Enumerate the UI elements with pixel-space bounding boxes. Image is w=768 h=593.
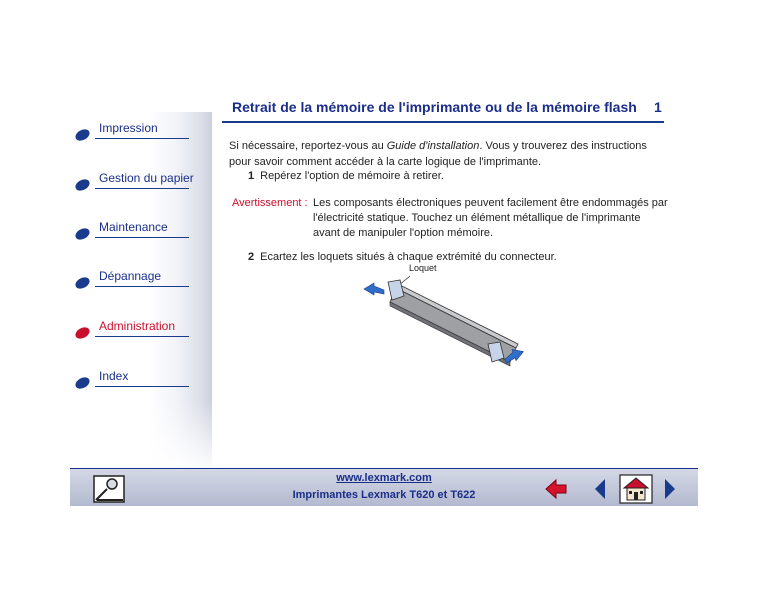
sidebar-item-label: Index: [99, 369, 129, 383]
bullet-icon: [74, 177, 92, 193]
back-arrow-icon[interactable]: [544, 477, 570, 501]
divider: [95, 386, 189, 387]
warning-text: Les composants électroniques peuvent facilement être endommagés par l'électricité statique. Touchez un élément métallique de l'imprimante avant de manipuler l'option mémoire.: [313, 197, 668, 239]
divider: [95, 336, 189, 337]
intro-paragraph: [229, 138, 669, 170]
intro-text-before: Si nécessaire, reportez-vous au: [229, 140, 387, 152]
divider: [95, 138, 189, 139]
step-2: [248, 249, 557, 265]
sidebar-item-label: Impression: [99, 121, 158, 135]
step-number: 1: [248, 170, 255, 182]
intro-text-after: . Vous y trouverez des instructions pour savoir comment accéder à la carte logique de l'imprimante.: [229, 140, 647, 168]
step-number: 2: [248, 251, 255, 263]
sidebar-item-label: Dépannage: [99, 269, 162, 283]
step-1: [248, 168, 444, 184]
figure-callout: Loquet: [409, 263, 437, 273]
step-text: Ecartez les loquets situés à chaque extrémité du connecteur.: [260, 251, 557, 263]
sidebar-item-impression[interactable]: [75, 121, 189, 143]
title-divider: [222, 121, 664, 123]
product-name: Imprimantes Lexmark T620 et T622: [292, 489, 476, 501]
sidebar-item-administration[interactable]: [75, 319, 189, 341]
divider: [95, 286, 189, 287]
lexmark-link[interactable]: www.lexmark.com: [336, 472, 432, 484]
next-page-icon[interactable]: [662, 477, 678, 501]
bullet-icon: [74, 226, 92, 242]
sidebar-item-index[interactable]: [75, 369, 189, 391]
bullet-icon: [74, 127, 92, 143]
page-number: 1: [654, 99, 662, 115]
divider: [95, 237, 189, 238]
memory-module-illustration: [360, 272, 530, 384]
sidebar-background: [70, 112, 212, 472]
bullet-icon: [74, 375, 92, 391]
sidebar-item-maintenance[interactable]: [75, 220, 189, 242]
sidebar-item-label: Maintenance: [99, 220, 168, 234]
sidebar-item-depannage[interactable]: [75, 269, 189, 291]
sidebar-item-label: Gestion du papier: [99, 171, 194, 185]
search-icon[interactable]: [93, 475, 127, 503]
warning-label: Avertissement :: [232, 197, 308, 209]
previous-page-icon[interactable]: [592, 477, 608, 501]
page-title: Retrait de la mémoire de l'imprimante ou de la mémoire flash: [232, 99, 637, 115]
divider: [95, 188, 189, 189]
bullet-icon: [74, 275, 92, 291]
sidebar-item-label: Administration: [99, 319, 176, 333]
step-text: Repérez l'option de mémoire à retirer.: [260, 170, 444, 182]
home-icon[interactable]: [619, 474, 653, 504]
sidebar-item-gestion-du-papier[interactable]: [75, 171, 194, 193]
guide-reference: Guide d'installation: [386, 140, 480, 152]
bullet-icon: [74, 325, 92, 341]
